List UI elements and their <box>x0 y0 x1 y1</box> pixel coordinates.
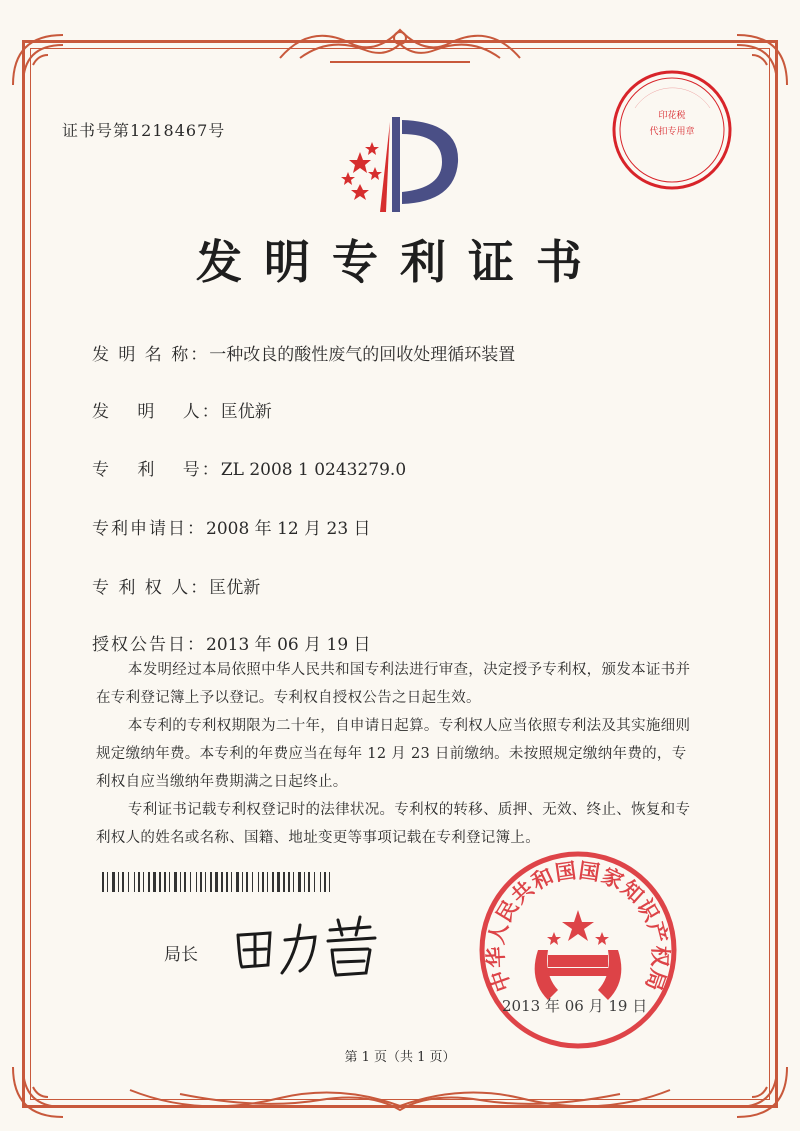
field-inventor: 发 明 人：匡优新 <box>92 402 272 422</box>
svg-text:印花税: 印花税 <box>658 111 686 121</box>
grant-date-value: 2013 年 06 月 19 日 <box>206 635 371 655</box>
director-signature <box>230 905 390 985</box>
patentee-value: 匡优新 <box>209 578 261 598</box>
sipo-official-seal <box>478 850 678 1050</box>
director-label: 局长 <box>164 945 198 965</box>
certificate-body <box>96 656 696 852</box>
corner-ornament-top-right <box>732 30 792 90</box>
corner-ornament-top-left <box>8 30 68 90</box>
paragraph: 本发明经过本局依照中华人民共和国专利法进行审查，决定授予专利权，颁发本证书并在专利登记簿上予以登记。专利权自授权公告之日起生效。 <box>96 662 691 706</box>
issue-date: 2013 年 06 月 19 日 <box>502 997 648 1015</box>
bottom-ornament <box>120 1080 680 1120</box>
certificate-number: 证书号第1218467号 <box>62 121 226 140</box>
field-grant-date: 授权公告日：2013 年 06 月 19 日 <box>92 635 371 655</box>
paragraph: 本专利的专利权期限为二十年，自申请日起算。专利权人应当依照专利法及其实施细则规定缴纳年费。本专利的年费应当在每年 12 月 23 日前缴纳。未按照规定缴纳年费的，专利权自应当缴纳年费期满之日起终止。 <box>96 718 691 790</box>
page-number: 第 1 页（共 1 页） <box>344 1050 456 1065</box>
sipo-logo-icon <box>330 112 470 222</box>
corner-ornament-bottom-left <box>8 1062 68 1122</box>
top-ornament <box>270 18 530 68</box>
paragraph: 专利证书记载专利权登记时的法律状况。专利权的转移、质押、无效、终止、恢复和专利权人的姓名或名称、国籍、地址变更等事项记载在专利登记簿上。 <box>96 802 691 846</box>
field-invention-name: 发 明 名 称：一种改良的酸性废气的回收处理循环装置 <box>92 345 516 365</box>
corner-ornament-bottom-right <box>732 1062 792 1122</box>
tax-stamp-seal <box>610 68 734 192</box>
field-application-date: 专利申请日：2008 年 12 月 23 日 <box>92 519 371 539</box>
certificate-title: 发明专利证书 <box>196 235 604 289</box>
field-patent-number: 专 利 号：ZL 2008 1 0243279.0 <box>92 460 407 480</box>
invention-name-value: 一种改良的酸性废气的回收处理循环装置 <box>209 345 516 365</box>
inventor-value: 匡优新 <box>220 402 272 422</box>
field-patentee: 专 利 权 人：匡优新 <box>92 578 261 598</box>
patent-number-value: ZL 2008 1 0243279.0 <box>220 460 407 480</box>
barcode <box>102 872 332 892</box>
svg-text:中华人民共和国国家知识产权局: 中华人民共和国国家知识产权局 <box>483 858 673 995</box>
application-date-value: 2008 年 12 月 23 日 <box>206 519 371 539</box>
svg-text:代扣专用章: 代扣专用章 <box>649 127 695 137</box>
